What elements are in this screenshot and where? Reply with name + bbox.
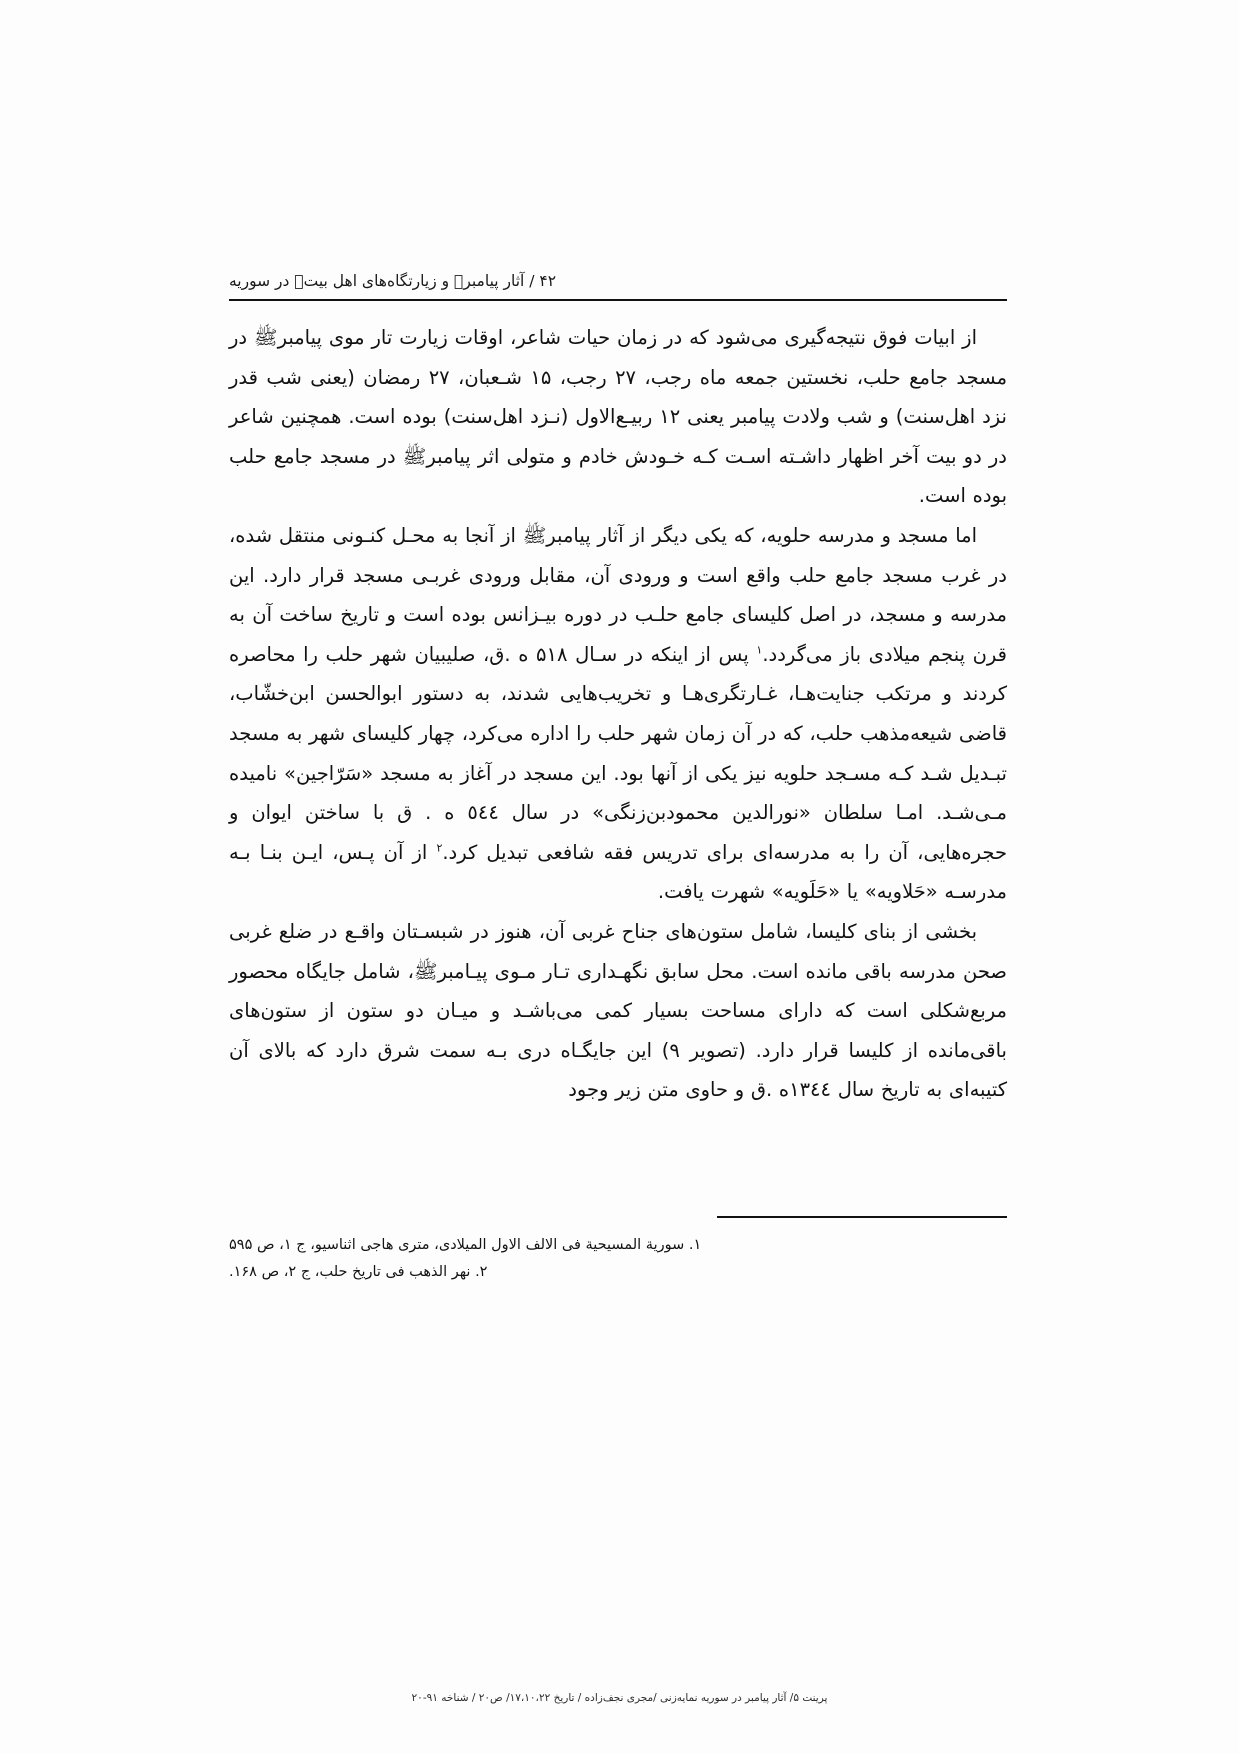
footnote-1-text: سوریة المسیحیة فی الالف الاول المیلادی، متری هاجی اثناسیو، ج ۱، ص ۵۹۵: [229, 1237, 685, 1253]
footnote-item-2: [229, 1259, 1007, 1286]
paragraph-2-segment-b: پس از اینکه در سـال ۵۱۸ ه .ق، صلیبیان شهر حلب را محاصره کردند و مرتکب جنایت‌هـا، غـارتگری‌هـا و تخریب‌هایی شدند، به دستور ابوالحسن ابن‌خشّاب، قاضی شیعه‌مذهب حلب، که در آن زمان شهر حلب را اداره می‌کرد، چهار کلیسای شهر به مسجد تبـدیل شـد کـه مسـجد حلویه نیز یکی از آنها بود. این مسجد در آغاز به مسجد «سَرّاجین» نامیده مـی‌شـد. امـا سلطان «نورالدین محمودبن‌زنگی» در سال ٥٤٤ ه . ق با ساختن ایوان و حجره‌هایی، آن را به مدرسه‌ای برای تدریس فقه شافعی تبدیل کرد.: [229, 642, 1007, 864]
paragraph-3: بخشی از بنای کلیسا، شامل ستون‌های جناح غربی آن، هنوز در شبسـتان واقـع در ضلع غربی صحن مدرسه باقی مانده است. محل سابق نگهـداری تـار مـوی پیـامبرﷺ، شامل جایگاه محصور مربع‌شکلی است که دارای مساحت بسیار کمی می‌باشـد و میـان دو ستون از ستون‌های باقی‌مانده از کلیسا قرار دارد. (تصویر ۹) این جایگـاه دری بـه سمت شرق دارد که بالای آن کتیبه‌ای به تاریخ سال ۱۳٤٤ه .ق و حاوی متن زیر وجود: [229, 919, 1007, 1102]
paragraph-2-segment-a: اما مسجد و مدرسه حلویه، که یکی دیگر از آثار پیامبرﷺ از آنجا به محـل کنـونی منتقل شده، در غرب مسجد جامع حلب واقع است و ورودی آن، مقابل ورودی غربـی مسجد قرار دارد. این مدرسه و مسجد، در اصل کلیسای جامع حلـب در دوره بیـزانس بوده است و تاریخ ساخت آن به قرن پنجم میلادی باز می‌گردد.: [229, 523, 1008, 666]
footnote-1-marker: ۱.: [688, 1237, 702, 1253]
footnote-marker-1: ۱: [756, 643, 763, 657]
paragraph-2: [229, 516, 1007, 912]
paragraph-1: از ابیات فوق نتیجه‌گیری می‌شود که در زمان حیات شاعر، اوقات زیارت تار موی پیامبرﷺ در مسجد جامع حلب، نخستین جمعه ماه رجب، ۲۷ رجب، ۱۵ شـعبان، ۲۷ رمضان (یعنی شب قدر نزد اهل‌سنت) و شب ولادت پیامبر یعنی ۱۲ ربیـع‌الاول (نـزد اهل‌سنت) بوده است. همچنین شاعر در دو بیت آخر اظهار داشـته اسـت کـه خـودش خادم و متولی اثر پیامبرﷺ در مسجد جامع حلب بوده است.: [229, 326, 1008, 508]
footnote-2-marker: ۲.: [475, 1264, 488, 1280]
paragraph-2-segment-c: از آن پـس، ایـن بنـا بـه مدرسـه «حَلاویه» یا «حَلَویه» شهرت یافت.: [229, 840, 1007, 904]
running-header: [229, 272, 1007, 301]
footnote-marker-2: ۲: [436, 841, 443, 855]
footnote-item-1: [229, 1232, 1007, 1259]
print-production-strip: [0, 1692, 1239, 1704]
running-header-text: ۴۲ / آثار پیامبرﷺ و زیارتگاه‌های اهل بیتؑ در سوریه: [229, 272, 557, 290]
footnote-section: [229, 1216, 1007, 1286]
print-production-text: پرینت ۵/ آثار پیامبر در سوریه نمایه‌زنی /مجری نجف‌زاده / تاریخ ۱۷،۱۰،۲۲/ ص۲۰ / شناخه ۹۱-۲۰: [411, 1692, 828, 1704]
header-rule: [229, 299, 1007, 301]
body-content: [229, 318, 1007, 1110]
footnote-list: [229, 1232, 1007, 1286]
footnote-2-text: نهر الذهب فی تاریخ حلب، ج ۲، ص ۱۶۸.: [229, 1264, 471, 1280]
footnote-separator-rule: [717, 1216, 1007, 1218]
